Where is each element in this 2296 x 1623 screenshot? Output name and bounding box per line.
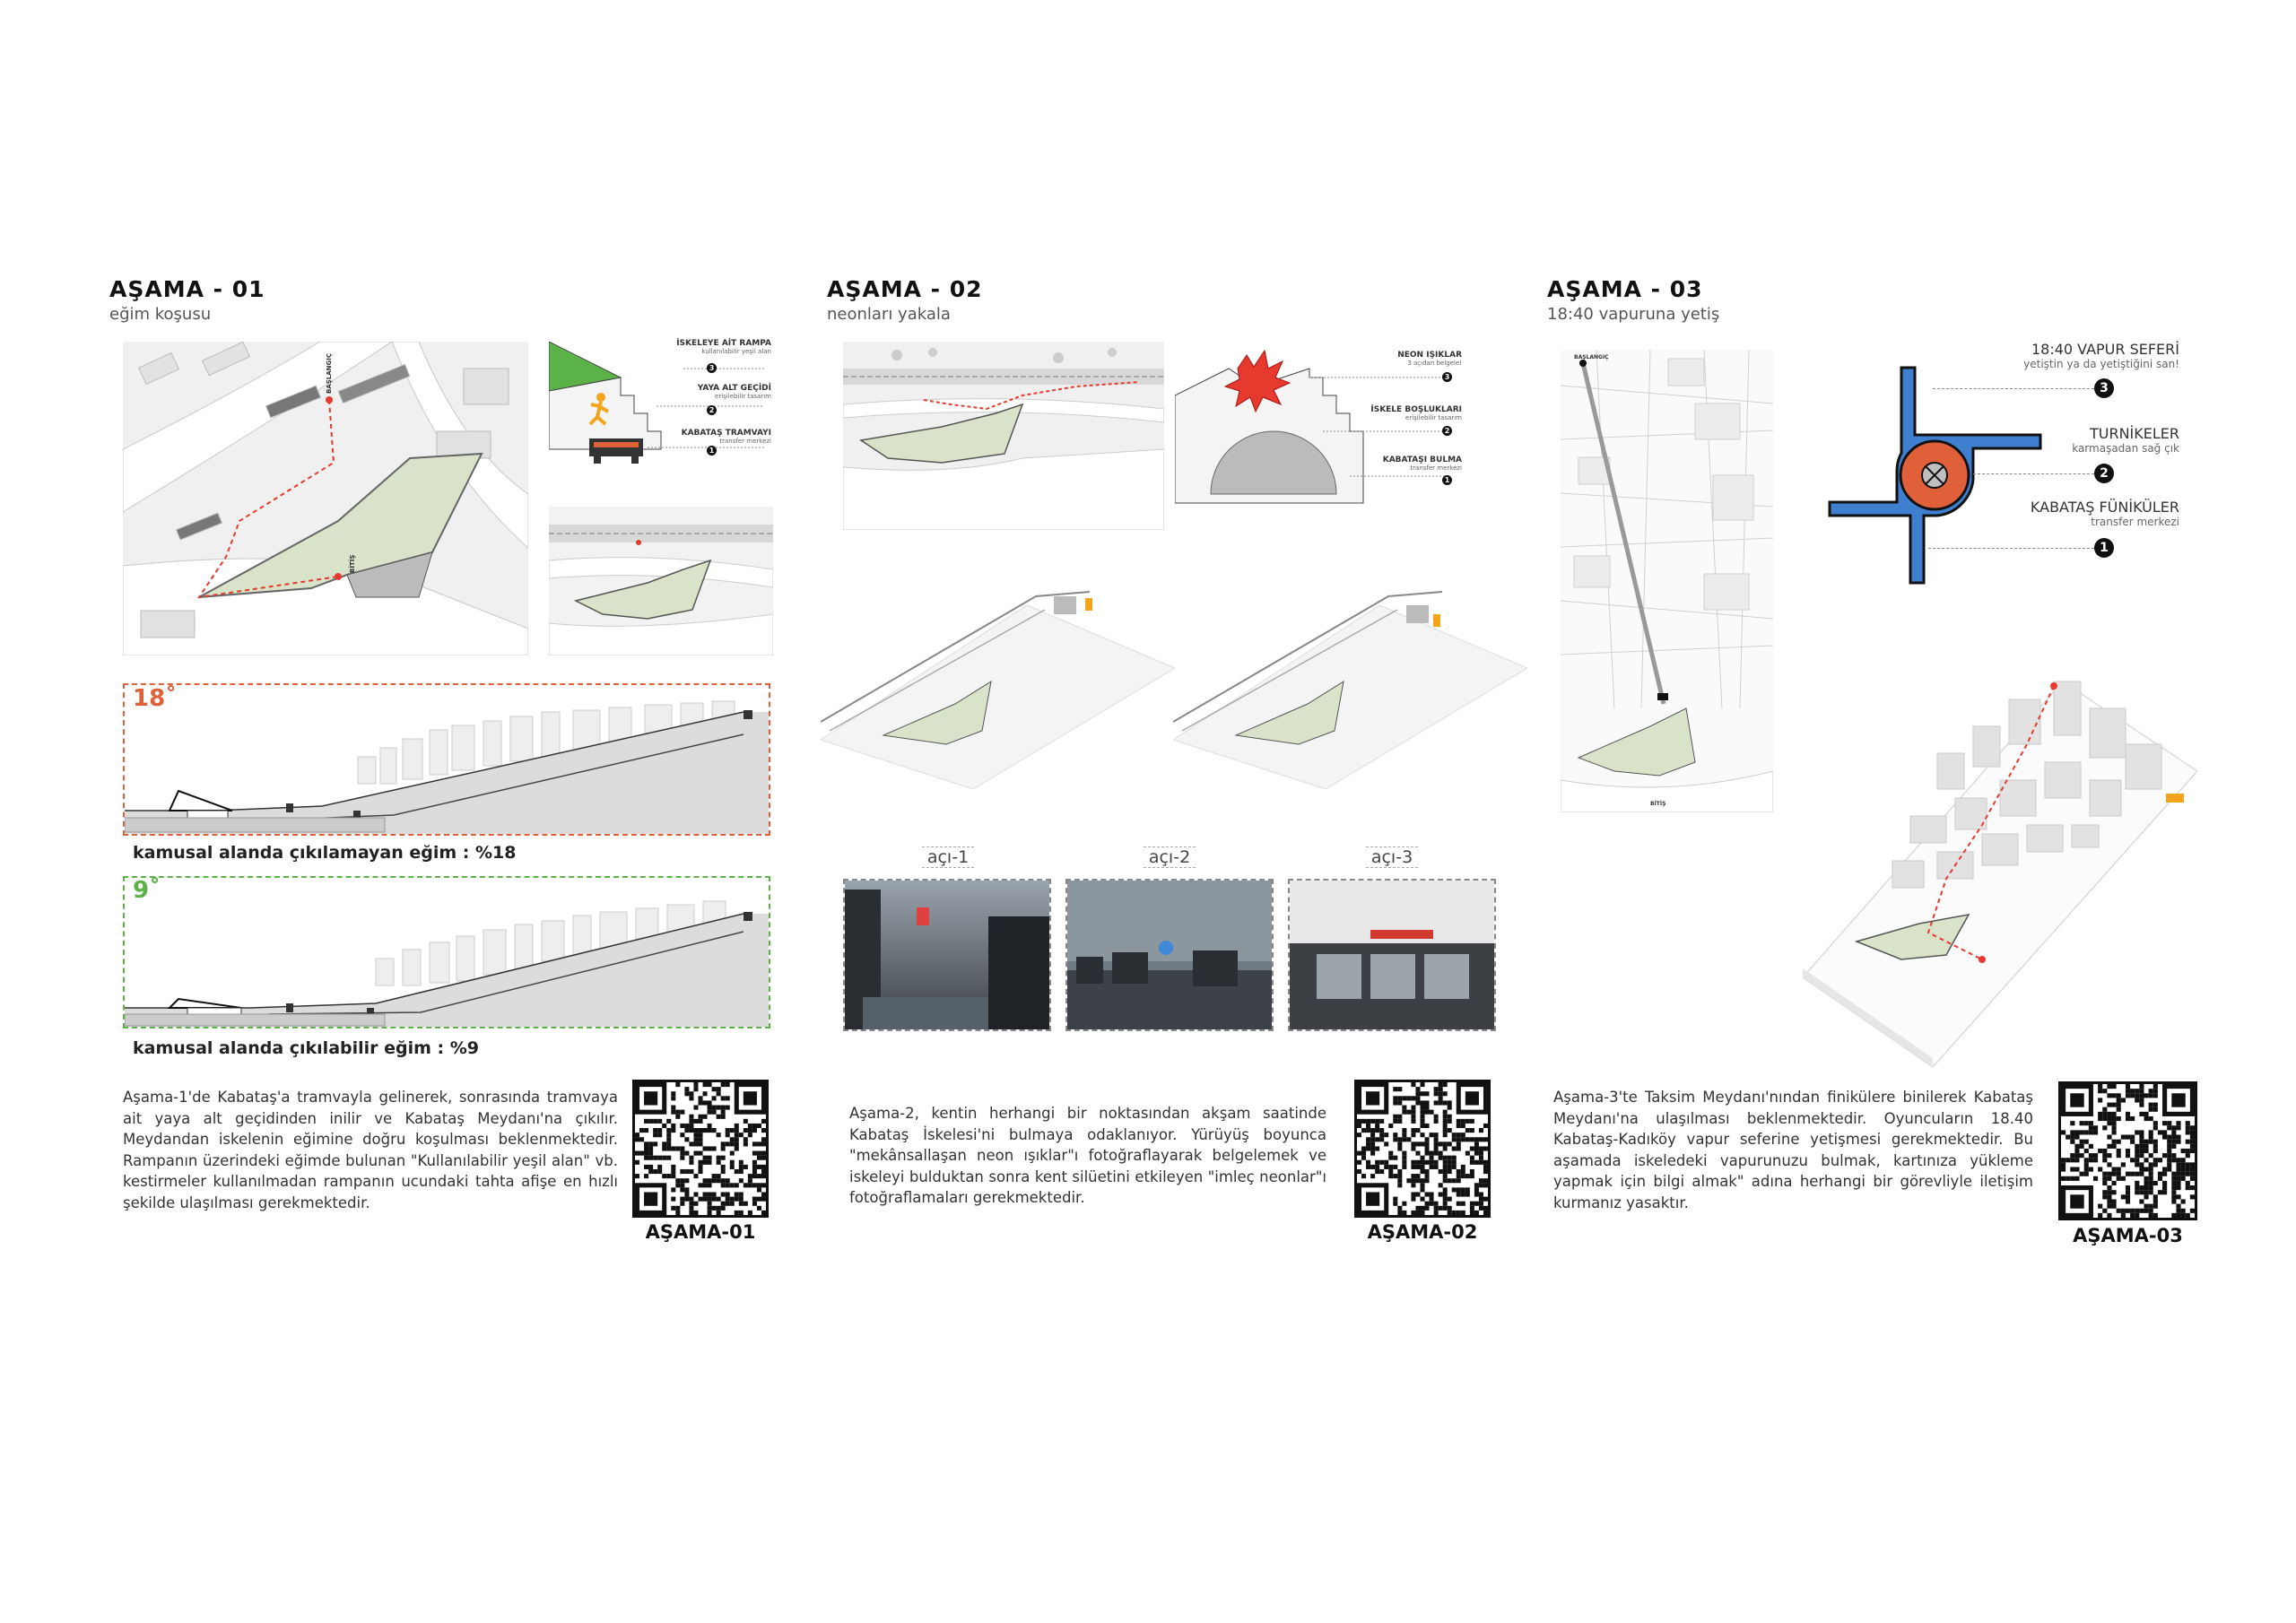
stage3-legend-2-num: 2 xyxy=(2094,464,2114,483)
stage2-description: Aşama-2, kentin herhangi bir noktasından akşam saatinde Kabataş İskelesi'ni bulmaya odaklanıyor. Yürüyüş boyunca "mekânsallaşan neon ışıklar"ı fotoğraflayarak belgelemek ve iskeleyi bulduktan sonra kent silüetini etkileyen "imleç neonlar"ı fotoğraflamaları gerekmektedir. xyxy=(849,1105,1326,1206)
stage2-qr-label: AŞAMA-02 xyxy=(1367,1221,1478,1243)
stage2-legend-3-title: NEON IŞIKLAR xyxy=(1397,351,1462,360)
angle-1-photo xyxy=(843,879,1051,1031)
stage1-legend-diagram xyxy=(549,342,773,494)
stage1-map-start-label: BAŞLANGIÇ xyxy=(326,352,333,394)
stage3-legend-3-num: 3 xyxy=(2094,378,2114,398)
section-9-frame xyxy=(123,876,770,1028)
angle-2-photo xyxy=(1065,879,1274,1031)
stage3-legend-1-sub: transfer merkezi xyxy=(2091,516,2179,528)
stage1-subtitle: eğim koşusu xyxy=(109,305,212,324)
stage1-legend-1-num: 1 xyxy=(707,446,717,456)
section-9-caption: kamusal alanda çıkılabilir eğim : %9 xyxy=(133,1038,480,1058)
angle-1-label: açı-1 xyxy=(922,846,974,868)
stage1-legend-2-title: YAYA ALT GEÇİDİ xyxy=(697,384,771,393)
stage2-legend-1-num: 1 xyxy=(1442,475,1452,485)
stage1-small-map xyxy=(549,507,773,655)
stage1-legend-2-num: 2 xyxy=(707,405,717,415)
angle-2-label: açı-2 xyxy=(1144,846,1196,868)
angle-3-label: açı-3 xyxy=(1366,846,1418,868)
stage1-qr-label: AŞAMA-01 xyxy=(645,1221,756,1243)
stage1-legend-3-sub: kullanılabilir yeşil alan xyxy=(701,348,771,355)
stage1-legend-3-num: 3 xyxy=(707,363,717,373)
stage1-legend-1-title: KABATAŞ TRAMVAYI xyxy=(681,429,771,438)
stage1-description: Aşama-1'de Kabataş'a tramvayla gelinerek, sonrasında tramvaya ait yaya alt geçidinden inilir ve Kabataş Meydanı'na çıkılır. Meydandan iskelenin eğimine doğru koşulması beklenmektedir. Rampanın üzerindeki eğimde bulunan "Kullanılabilir yeşil alan" vb. kestirmeler kullanılmadan rampanın ucundaki tahta afişe en hızlı şekilde ulaşılması gerekmektedir. xyxy=(123,1089,618,1211)
stage3-legend-2-sub: karmaşadan sağ çık xyxy=(2072,442,2179,455)
stage2-map xyxy=(843,342,1164,530)
stage3-description: Aşama-3'te Taksim Meydanı'nından finikülere binilerek Kabataş Meydanı'na ulaşılması beklenmektedir. Oyuncuların 18.40 Kabataş-Kadıköy vapur seferine yetişmesi gerekmektedir. Bu aşamada iskeledeki vapurunuzu bulmak, kartınıza yükleme yapmak için bilgi almak" adına herhangi bir görevliyle iletişim kurmanız yasaktır. xyxy=(1553,1089,2033,1211)
stage1-map xyxy=(123,342,528,655)
stage1-legend-2-sub: erişilebilir tasarım xyxy=(715,393,771,400)
stage2-legend-diagram xyxy=(1175,342,1471,530)
stage2-subtitle: neonları yakala xyxy=(827,305,951,324)
stage1-map-end-label: BİTİŞ xyxy=(349,554,356,573)
stage3-turnstile-diagram xyxy=(1825,363,2049,587)
section-9-angle: 9˚ xyxy=(133,877,161,904)
section-18-angle: 18˚ xyxy=(133,685,178,712)
stage2-title: AŞAMA - 02 xyxy=(827,276,983,302)
stage2-qr[interactable] xyxy=(1354,1080,1491,1218)
stage3-subtitle: 18:40 vapuruna yetiş xyxy=(1547,305,1720,324)
stage2-legend-1-sub: transfer merkezi xyxy=(1410,464,1462,472)
stage2-legend-3-sub: 3 açıdan belgele! xyxy=(1407,360,1462,367)
stage1-qr[interactable] xyxy=(632,1080,769,1218)
stage2-legend-2-sub: erişilebilir tasarım xyxy=(1405,414,1462,421)
stage3-map-start-label: BAŞLANGIÇ xyxy=(1574,354,1609,360)
stage2-axon-right xyxy=(1173,587,1527,789)
stage3-title: AŞAMA - 03 xyxy=(1547,276,1703,302)
stage1-legend-1-sub: transfer merkezi xyxy=(719,438,771,445)
stage3-qr[interactable] xyxy=(2058,1081,2197,1220)
section-18-caption: kamusal alanda çıkılamayan eğim : %18 xyxy=(133,843,517,863)
stage1-legend-3-title: İSKELEYE AİT RAMPA xyxy=(676,339,771,348)
section-18-frame xyxy=(123,683,770,836)
stage3-legend-2-title: TURNİKELER xyxy=(2089,425,2179,442)
stage3-map-end-label: BİTİŞ xyxy=(1650,801,1666,807)
stage3-qr-label: AŞAMA-03 xyxy=(2073,1225,2183,1246)
stage3-axon xyxy=(1803,646,2197,1067)
stage1-title: AŞAMA - 01 xyxy=(109,276,265,302)
stage3-legend-1-title: KABATAŞ FÜNİKÜLER xyxy=(2030,499,2179,516)
stage2-legend-2-num: 2 xyxy=(1442,426,1452,436)
angle-3-photo xyxy=(1288,879,1496,1031)
stage2-legend-3-num: 3 xyxy=(1442,372,1452,382)
stage3-map xyxy=(1561,350,1773,812)
stage3-legend-3-sub: yetiştin ya da yetiştiğini san! xyxy=(2023,358,2179,370)
stage2-legend-1-title: KABATAŞI BULMA xyxy=(1382,456,1462,464)
stage3-legend-3-title: 18:40 VAPUR SEFERİ xyxy=(2031,341,2179,358)
stage2-axon-left xyxy=(821,587,1175,789)
stage2-legend-2-title: İSKELE BOŞLUKLARI xyxy=(1370,405,1462,414)
stage3-legend-1-num: 1 xyxy=(2094,538,2114,558)
